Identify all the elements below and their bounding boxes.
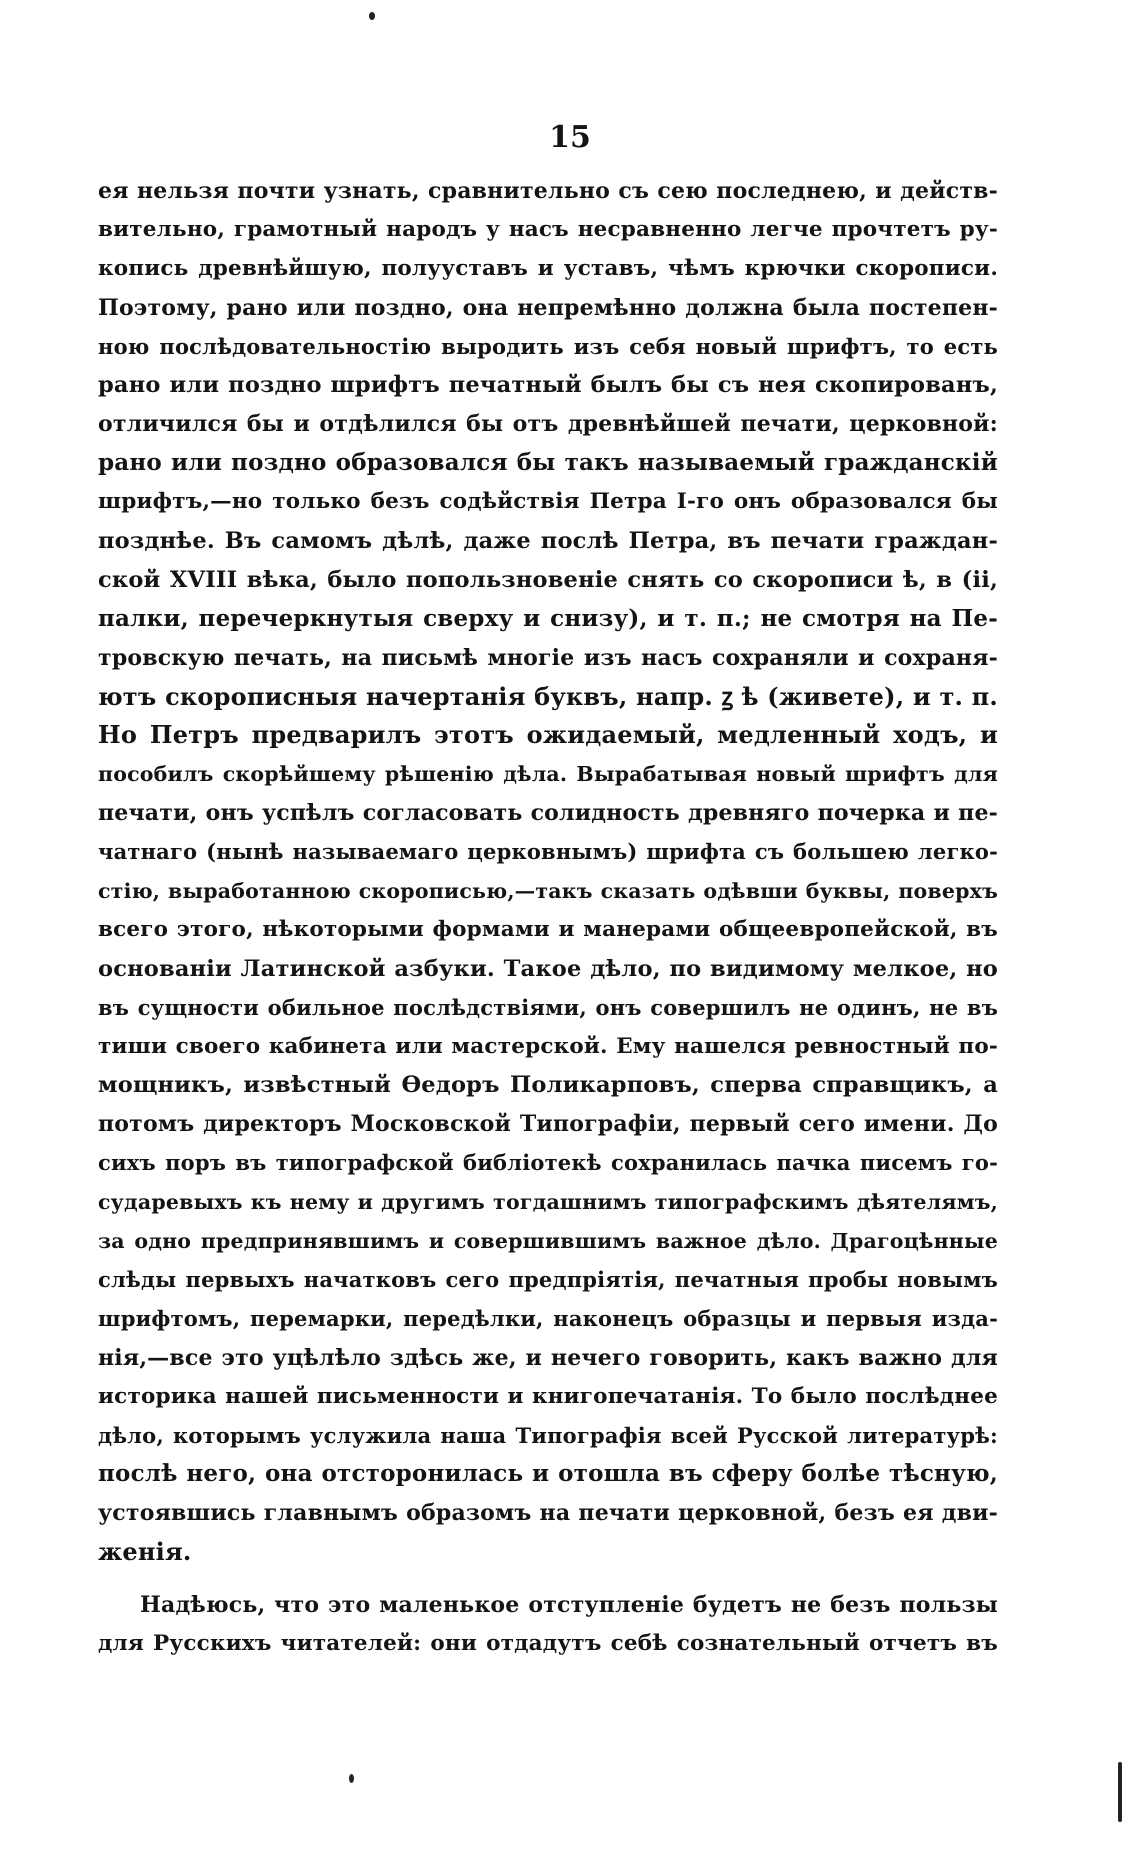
text-line: слѣды первыхъ начатковъ сего предпріятія, печатныя пробы новымъ (98, 1266, 998, 1292)
text-line: устоявшись главнымъ образомъ на печати церковной, безъ ея дви- (98, 1500, 998, 1527)
text-line: историка нашей письменности и книгопечатанія. То было послѣднее (98, 1383, 998, 1409)
text-line: шрифтъ,—но только безъ содѣйствія Петра I-го онъ образовался бы (98, 489, 998, 515)
text-line: женія. (98, 1537, 192, 1567)
text-line: ея нельзя почти узнать, сравнительно съ сею последнею, и действ- (98, 178, 998, 204)
text-line: ютъ скорописныя начертанія буквъ, напр. ꙁ ѣ (живете), и т. п. (98, 681, 998, 711)
text-line: рано или поздно шрифтъ печатный былъ бы съ нея скопированъ, (98, 372, 998, 399)
scan-speck (1118, 1762, 1122, 1822)
text-line: ской XVIII вѣка, было попользновеніе снять со скорописи ѣ, в (ii, (98, 566, 998, 593)
text-line: для Русскихъ читателей: они отдадутъ себѣ сознательный отчетъ въ (98, 1630, 998, 1656)
text-line: печати, онъ успѣлъ согласовать солидность древняго почерка и пе- (98, 800, 998, 827)
text-line: ною послѣдовательностію выродить изъ себя новый шрифтъ, то есть (98, 333, 998, 359)
text-line: послѣ него, она отстоpонилась и отошла въ сферу болѣе тѣсную, (98, 1460, 998, 1488)
text-line: отличился бы и отдѣлился бы отъ древнѣйшей печати, церковной: (98, 411, 998, 438)
scan-speck (349, 1774, 354, 1783)
scan-speck (369, 12, 375, 20)
text-line: потомъ директоръ Московской Типографіи, первый сего имени. До (98, 1111, 998, 1138)
text-line: вительно, грамотный народъ у насъ несравненно легче прочтетъ ру- (98, 216, 998, 242)
text-line: копись древнѣйшую, полууставъ и уставъ, чѣмъ крючки скорописи. (98, 255, 998, 281)
text-line: стію, выработанною скорописью,—такъ сказать одѣвши буквы, поверхъ (98, 879, 998, 904)
text-line: пособилъ скорѣйшему рѣшенію дѣла. Вырабатывая новый шрифтъ для (98, 762, 998, 787)
text-line: рано или поздно образовался бы такъ называемый гражданскій (98, 449, 998, 477)
text-line: шрифтомъ, перемарки, передѣлки, наконецъ образцы и первыя изда- (98, 1305, 998, 1331)
text-line: сихъ поръ въ типографской библіотекѣ сохранилась пачка писемъ го- (98, 1150, 998, 1176)
text-line: основаніи Латинской азбуки. Такое дѣло, по видимому мелкое, но (98, 955, 998, 982)
text-line: Поэтому, рано или поздно, она непремѣнно должна была постепен- (98, 294, 998, 321)
text-line: сударевыхъ къ нему и другимъ тогдашнимъ типографскимъ дѣятелямъ, (98, 1190, 998, 1215)
text-line: мощникъ, извѣстный Ѳедоръ Поликарповъ, сперва справщикъ, а (98, 1072, 998, 1099)
text-line: тровскую печать, на письмѣ многіе изъ насъ сохраняли и сохраня- (98, 644, 998, 671)
text-line: всего этого, нѣкоторыми формами и манерами общеевропейской, въ (98, 916, 998, 942)
text-line: въ сущности обильное послѣдствіями, онъ совершилъ не одинъ, не въ (98, 994, 998, 1020)
text-line: тиши своего кабинета или мастерской. Ему нашелся ревностный по- (98, 1033, 998, 1059)
paragraph-first-line: Надѣюсь, что это маленькое отступленіе будетъ не безъ пользы (140, 1592, 998, 1619)
text-line: дѣло, которымъ услужила наша Типографія всей Русской литературѣ: (98, 1422, 998, 1448)
page-number: 15 (549, 120, 591, 155)
text-line: палки, перечеркнутыя сверху и снизу), и т. п.; не смотря на Пе- (98, 604, 998, 632)
body-text (98, 172, 998, 1664)
text-line: позднѣе. Въ самомъ дѣлѣ, даже послѣ Петра, въ печати граждан- (98, 528, 998, 555)
text-line: Но Петръ предварилъ этотъ ожидаемый, медленный ходъ, и (98, 720, 998, 750)
text-line: чатнаго (нынѣ называемаго церковнымъ) шрифта съ большею легко- (98, 839, 998, 865)
text-line: за одно предпринявшимъ и совершившимъ важное дѣло. Драгоцѣнные (98, 1229, 998, 1254)
text-line: нія,—все это уцѣлѣло здѣсь же, и нечего говорить, какъ важно для (98, 1344, 998, 1371)
